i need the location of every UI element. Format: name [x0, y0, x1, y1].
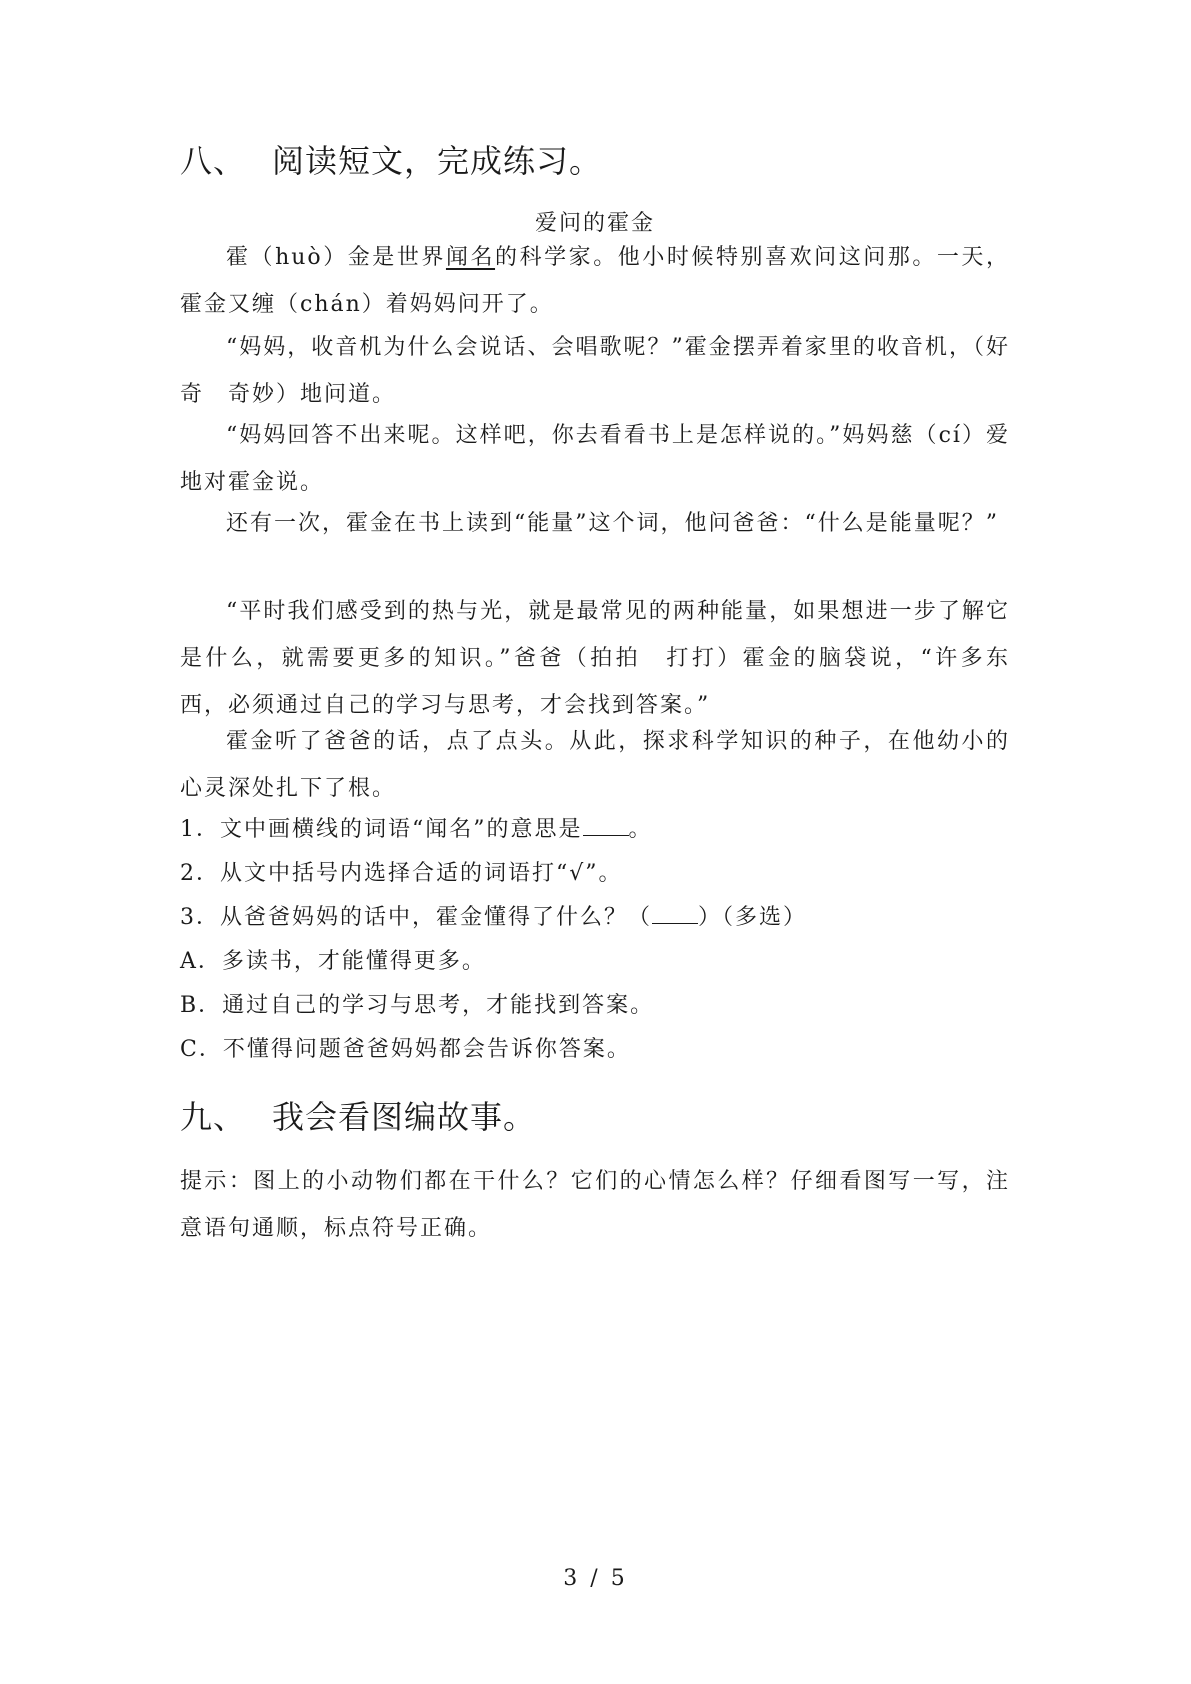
- question-1-end: 。: [628, 817, 653, 842]
- option-b[interactable]: B．通过自己的学习与思考，才能找到答案。: [180, 993, 655, 1018]
- p2-text-after: ）地问道。: [276, 382, 397, 407]
- question-3: [180, 894, 1010, 941]
- section-8-heading: [180, 136, 602, 182]
- section-9-number: 九、: [180, 1098, 247, 1136]
- answer-blank-1[interactable]: [583, 813, 629, 836]
- story-paragraph-1: [180, 234, 1010, 328]
- section-9-heading: [180, 1092, 536, 1138]
- p5-option-2[interactable]: 打打: [665, 646, 718, 671]
- section-8-title: 阅读短文，完成练习。: [272, 142, 603, 180]
- p2-option-1[interactable]: 好奇: [180, 335, 1010, 407]
- question-3-text: 3．从爸爸妈妈的话中，霍金懂得了什么？（: [180, 905, 652, 930]
- p5-text-after: ）霍金的脑袋说，“许多东西，必须通过自己的学习与思考，才会找到答案。”: [180, 646, 1010, 718]
- answer-blank-3[interactable]: [652, 901, 698, 924]
- option-a[interactable]: A．多读书，才能懂得更多。: [180, 949, 486, 974]
- question-2: 2．从文中括号内选择合适的词语打“√”。: [180, 861, 623, 886]
- story-paragraph-2: [180, 324, 1010, 418]
- story-paragraph-4: 还有一次，霍金在书上读到“能量”这个词，他问爸爸：“什么是能量呢？”: [226, 511, 999, 536]
- section-8-number: 八、: [180, 142, 247, 180]
- story-paragraph-5: [180, 588, 1010, 729]
- story-title: 爱问的霍金: [534, 211, 655, 236]
- page-number: 3 / 5: [563, 1566, 628, 1591]
- option-c[interactable]: C．不懂得问题爸爸妈妈都会告诉你答案。: [180, 1037, 631, 1062]
- story-paragraph-6: 霍金听了爸爸的话，点了点头。从此，探求科学知识的种子，在他幼小的心灵深处扎下了根。: [180, 729, 1010, 801]
- story-paragraph-3: “妈妈回答不出来呢。这样吧，你去看看书上是怎样说的。”妈妈慈（cí）爱地对霍金说。: [180, 423, 1010, 495]
- question-1: [180, 806, 1010, 853]
- p5-text-before: “平时我们感受到的热与光，就是最常见的两种能量，如果想进一步了解它是什么，就需要更多的知识。”爸爸（: [180, 599, 1010, 671]
- question-3-end: ）（多选）: [698, 905, 808, 930]
- question-1-text: 1．文中画横线的词语“闻名”的意思是: [180, 817, 583, 842]
- section-9-title: 我会看图编故事。: [272, 1098, 537, 1136]
- p2-text-before: “妈妈，收音机为什么会说话、会唱歌呢？”霍金摆弄着家里的收音机，（: [226, 335, 986, 360]
- p1-text-before: 霍（huò）金是世界: [226, 245, 446, 270]
- p2-option-2[interactable]: 奇妙: [228, 382, 277, 407]
- underlined-word: 闻名: [445, 245, 496, 270]
- section-9-hint: 提示：图上的小动物们都在干什么？它们的心情怎么样？仔细看图写一写，注意语句通顺，标点符号正确。: [180, 1169, 1010, 1241]
- p5-option-1[interactable]: 拍拍: [590, 646, 642, 671]
- p1-text-after: 的科学家。他小时候特别喜欢问这问那。一天，霍金又缠（chán）着妈妈问开了。: [180, 245, 1010, 317]
